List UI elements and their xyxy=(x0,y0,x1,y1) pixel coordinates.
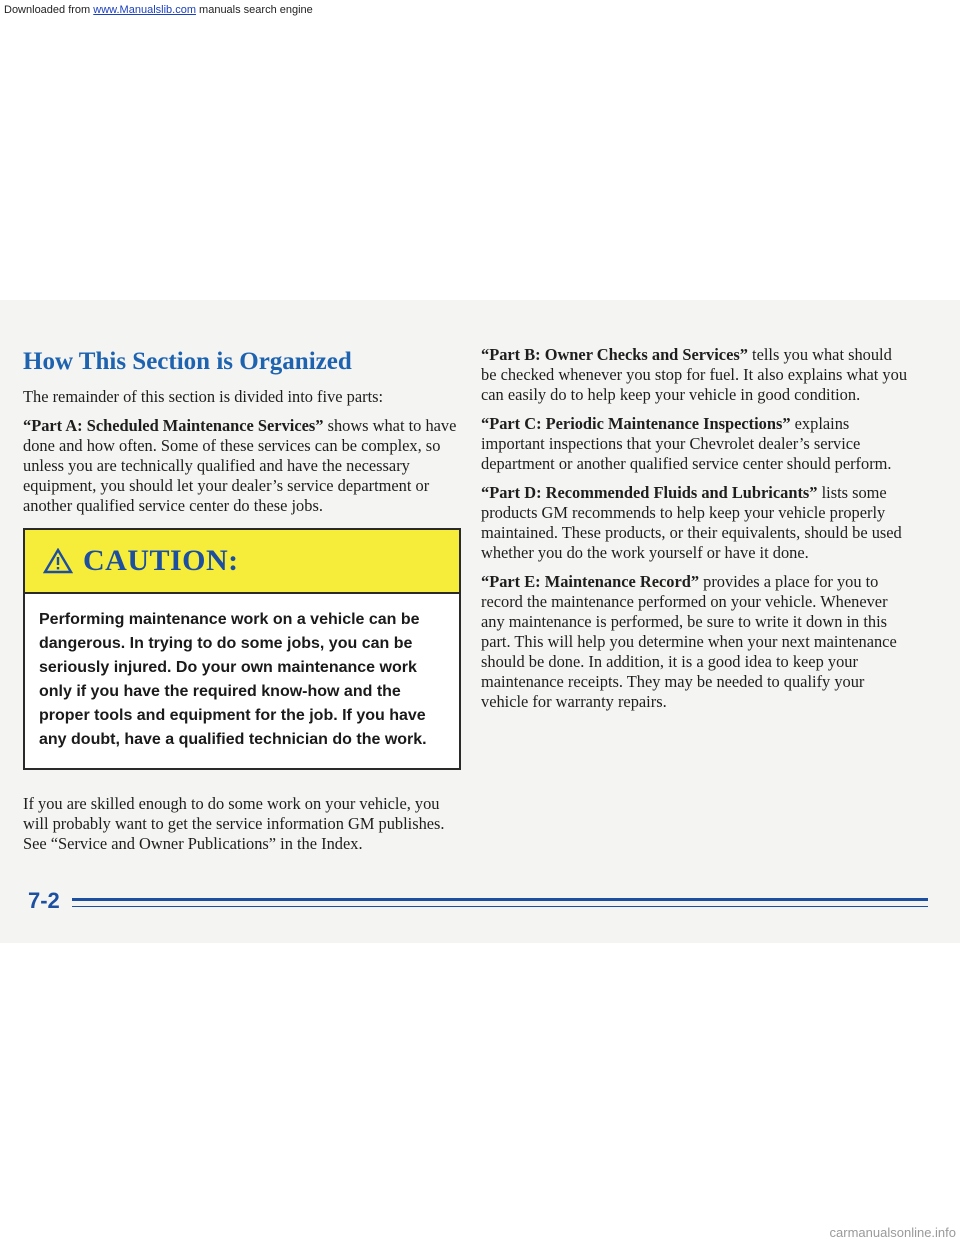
caution-title: CAUTION: xyxy=(83,544,239,577)
page-number: 7-2 xyxy=(28,888,60,913)
caution-box xyxy=(23,528,461,770)
part-b-lead: “Part B: Owner Checks and Services” xyxy=(481,345,748,364)
download-suffix: manuals search engine xyxy=(195,4,313,16)
caution-header xyxy=(25,530,459,594)
part-c-paragraph xyxy=(481,414,911,474)
manualslib-link[interactable]: www.Manualslib.com xyxy=(93,4,196,16)
part-a-text: shows what to have done and how often. Some of these services can be complex, so unless you are technically qualified and have the necessary equipment, you should let your dealer’s service department or another qualified service center do these jobs. xyxy=(23,416,457,515)
part-b-text: tells you what should be checked whenever you stop for fuel. It also explains what you can easily do to help keep your vehicle in good condition. xyxy=(481,345,908,404)
footer-rule-thin xyxy=(72,906,928,907)
warning-triangle-icon xyxy=(43,548,73,574)
intro-paragraph: The remainder of this section is divided into five parts: xyxy=(23,387,384,406)
watermark: carmanualsonline.info xyxy=(829,1225,956,1240)
part-b-paragraph xyxy=(481,345,911,405)
caution-body: Performing maintenance work on a vehicle can be dangerous. In trying to do some jobs, you can be seriously injured. Do your own maintenance work only if you have the required know-how and the proper tools and equipment for the job. If you have any doubt, have a qualified technician do the work. xyxy=(39,611,427,748)
right-column xyxy=(481,345,911,721)
page-footer xyxy=(28,888,908,918)
part-c-lead: “Part C: Periodic Maintenance Inspections” xyxy=(481,414,791,433)
left-column xyxy=(23,347,463,863)
closing-paragraph: If you are skilled enough to do some work on your vehicle, you will probably want to get the service information GM publishes. See “Service and Owner Publications” in the Index. xyxy=(23,794,445,853)
footer-rule xyxy=(72,898,928,907)
part-d-text: lists some products GM recommends to help keep your vehicle properly maintained. These products, or their equivalents, should be used whether you do the work yourself or have it done. xyxy=(481,483,902,562)
download-header xyxy=(4,4,313,16)
part-d-paragraph xyxy=(481,483,911,563)
part-c-text: explains important inspections that your Chevrolet dealer’s service department or another qualified service center should perform. xyxy=(481,414,892,473)
footer-rule-thick xyxy=(72,898,928,901)
part-e-text: provides a place for you to record the maintenance performed on your vehicle. Whenever any maintenance is performed, be sure to write it down in this part. This will help you determine when your next maintenance should be done. In addition, it is a good idea to keep your maintenance receipts. They may be needed to qualify your vehicle for warranty repairs. xyxy=(481,572,897,711)
part-d-lead: “Part D: Recommended Fluids and Lubricants” xyxy=(481,483,818,502)
download-prefix: Downloaded from xyxy=(4,4,94,16)
section-heading: How This Section is Organized xyxy=(23,348,352,375)
part-e-paragraph xyxy=(481,572,911,712)
part-e-lead: “Part E: Maintenance Record” xyxy=(481,572,700,591)
part-a-paragraph xyxy=(23,416,463,516)
part-a-lead: “Part A: Scheduled Maintenance Services” xyxy=(23,416,324,435)
